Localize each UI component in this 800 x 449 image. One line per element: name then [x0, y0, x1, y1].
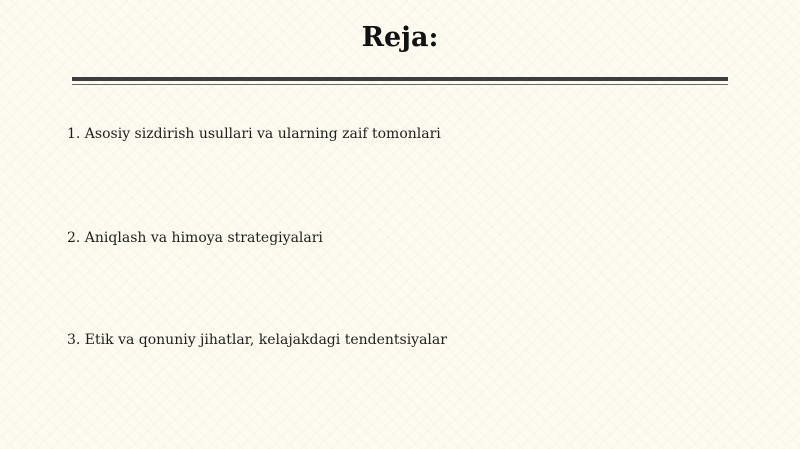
- plan-item-3: 3. Etik va qonuniy jihatlar, kelajakdagi tendentsiyalar: [67, 332, 447, 348]
- title-divider-thin: [72, 84, 728, 85]
- plan-item-2: 2. Aniqlash va himoya strategiyalari: [67, 230, 323, 246]
- title-divider-thick: [72, 77, 728, 81]
- slide-title: Reja:: [361, 22, 439, 53]
- plan-item-1: 1. Asosiy sizdirish usullari va ularning zaif tomonlari: [67, 126, 441, 142]
